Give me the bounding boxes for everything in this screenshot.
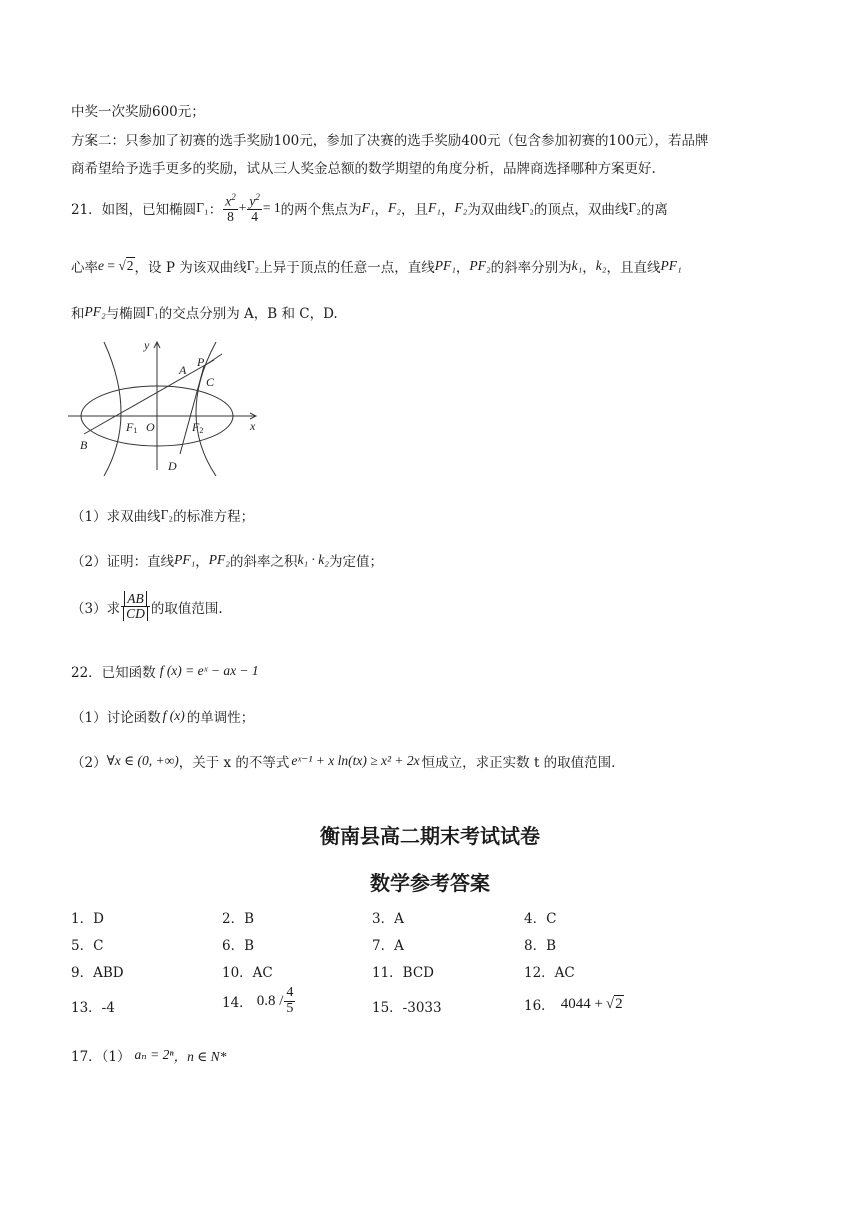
answer-4: 4．C — [524, 911, 557, 927]
label-F2: F2 — [192, 420, 204, 435]
answer-2: 2．B — [222, 911, 255, 927]
answer-1: 1．D — [71, 911, 104, 927]
label-y: y — [144, 338, 150, 352]
answer-13: 13．-4 — [71, 1000, 115, 1016]
answer-7: 7．A — [372, 938, 404, 954]
page-title: 衡南县高二期末考试试卷 — [320, 824, 540, 848]
eq-rest: = 1 — [262, 200, 281, 216]
q21-b-mid: ，设 P 为该双曲线 — [134, 260, 247, 276]
answer-15: 15．-3033 — [372, 1000, 442, 1016]
q22-part2: （2） ∀x ∈ (0, +∞) ，关于 x 的不等式 eˣ⁻¹ + x ln(tx) ≥ x² + 2x 恒成立，求正实数 t 的取值范围. — [71, 753, 616, 771]
q21-line-c: 和 PF₂ 与椭圆 Γ₁ 的交点分别为 A，B 和 C，D. — [71, 304, 338, 322]
q21-b-prefix: 心率 — [71, 260, 98, 276]
answer-6: 6．B — [222, 938, 255, 954]
q21-a-end: 的离 — [640, 202, 668, 219]
answer-17-part1: 17．（1） aₙ = 2ⁿ ，n ∈ N* — [71, 1047, 227, 1065]
label-x: x — [250, 419, 256, 433]
q21-line-a: 21．如图，已知椭圆 Γ₁ ： $\frac{x^2}{8}$ + $\frac{y^2}{4}$ = 1 的两个焦点为 F₁ ， F₂ ，且 F₁ ， F₂ 为双曲线 Γ₂ 的顶点，双曲线 Γ₂ 的离 — [71, 192, 668, 224]
q21-b-mid2: 上异于顶点的任意一点，直线 — [259, 260, 435, 276]
frac-4-5: $\frac{4}{5}$ — [286, 985, 294, 1016]
hyperbola-left-branch — [104, 342, 121, 476]
answer-11: 11．BCD — [372, 965, 435, 981]
answer-9: 9．ABD — [71, 965, 124, 981]
frac-AB-CD: $\frac{AB}{CD}$ — [121, 592, 150, 621]
q21-part2: （2）证明：直线 PF₁ ， PF₂ 的斜率之积 k₁ · k₂ 为定值； — [71, 552, 383, 570]
q21-b-mid4: ，且直线 — [606, 260, 661, 276]
label-D: D — [168, 459, 177, 473]
answer-16: 16． 4044 + √2 — [524, 995, 623, 1014]
frac-y2-4: $\frac{y^2}{4}$ — [249, 192, 260, 224]
page-subtitle: 数学参考答案 — [370, 871, 490, 895]
ellipse-hyperbola-figure — [64, 336, 264, 476]
frac-x2-8: $\frac{x^2}{8}$ — [225, 192, 236, 224]
q20-line3: 商希望给予选手更多的奖励，试从三人奖金总额的数学期望的角度分析，品牌商选择哪种方案更好. — [71, 161, 656, 177]
colon: ： — [208, 202, 223, 219]
F1: F₁ — [361, 200, 375, 216]
q21-part1: （1）求双曲线 Γ₂ 的标准方程； — [71, 507, 255, 525]
q21-a-mid: 的两个焦点为 — [280, 202, 362, 219]
q21-part3: （3）求 $\frac{AB}{CD}$ 的取值范围. — [71, 591, 223, 622]
gamma1: Γ₁ — [196, 200, 209, 216]
q21-b-mid3: 的斜率分别为 — [490, 260, 572, 276]
answer-3: 3．A — [372, 911, 404, 927]
q21-line-b: 心率 e = √2 ，设 P 为该双曲线 Γ₂ 上异于顶点的任意一点，直线 PF₁ ， PF₂ 的斜率分别为 k₁ ， k₂ ，且直线 PF₁ — [71, 258, 682, 276]
answer-8: 8．B — [524, 938, 557, 954]
F2: F₂ — [388, 200, 401, 216]
q20-line2: 方案二：只参加了初赛的选手奖励100元，参加了决赛的选手奖励400元（包含参加初赛的100元），若品牌 — [71, 133, 709, 149]
label-A: A — [179, 363, 187, 377]
answer-10: 10．AC — [222, 965, 273, 981]
label-C: C — [206, 375, 215, 389]
answer-12: 12．AC — [524, 965, 575, 981]
q21-a-mid4: 的顶点，双曲线 — [533, 202, 629, 219]
q21-a-mid2: ，且 — [400, 202, 428, 219]
sqrt-2-answer: √2 — [605, 995, 623, 1012]
answer-5: 5．C — [71, 938, 104, 954]
label-F1: F1 — [126, 420, 138, 435]
line-extension — [204, 354, 222, 366]
q20-line1: 中奖一次奖励600元； — [71, 104, 205, 120]
q22-stem: 22．已知函数 f (x) = eˣ − ax − 1 — [71, 663, 259, 681]
label-O: O — [146, 420, 155, 434]
sqrt-2: √2 — [118, 258, 134, 273]
q21-a-prefix: 21．如图，已知椭圆 — [71, 202, 197, 219]
answer-14: 14． 0.8 / $\frac{4}{5}$ — [222, 985, 294, 1016]
label-P: P — [197, 355, 205, 369]
q22-part1: （1）讨论函数 f (x) 的单调性； — [71, 708, 255, 726]
label-B: B — [80, 438, 88, 452]
q21-a-mid3: 为双曲线 — [467, 202, 522, 219]
